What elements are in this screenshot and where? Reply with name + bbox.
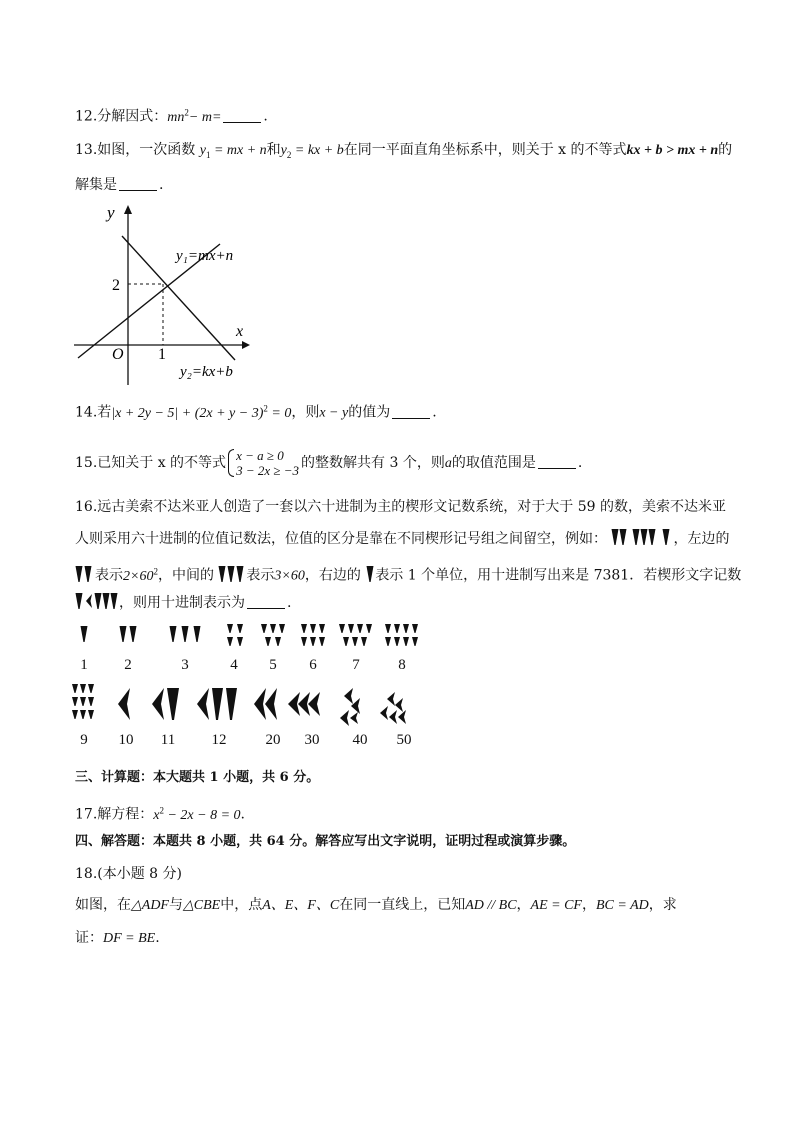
cuneiform-label: 1 <box>80 657 88 673</box>
question-14: 14.若$|x + 2y - 5| + (2x + y - 3)^2 = 0$，则x − y的值为 . <box>75 403 437 421</box>
question-18-line-1: 如图，在△ADF与△CBE中，点A、E、F、C在同一直线上，已知AD // BC，AE = CF，BC = AD，求 <box>75 897 677 913</box>
cuneiform-2-icon <box>120 626 137 642</box>
cuneiform-label: 20 <box>265 732 281 748</box>
cuneiform-label: 8 <box>398 657 406 673</box>
x-axis-arrow-icon <box>242 341 250 349</box>
question-15: 15.已知关于 x 的不等式 x − a ≥ 0 3 − 2x ≥ −3 的整数解共有 3 个，则a的取值范围是 . <box>75 448 583 478</box>
cuneiform-12-icon <box>197 688 237 720</box>
x-axis-label: x <box>236 323 244 340</box>
cuneiform-label: 9 <box>80 732 88 748</box>
cuneiform-label: 30 <box>304 732 320 748</box>
cuneiform-40-icon <box>340 688 360 726</box>
question-13-line-2: 解集是 . <box>75 177 164 193</box>
cuneiform-6-icon <box>301 624 325 646</box>
q13-function-1: $y_1$ = mx + n <box>199 143 267 160</box>
cuneiform-two-icon <box>75 565 95 583</box>
cuneiform-label: 3 <box>181 657 189 673</box>
q14-equation: $|x + 2y - 5| + (2x + y - 3)^2 = 0$ <box>111 403 292 421</box>
q14-target: x − y <box>319 405 349 421</box>
cuneiform-label: 11 <box>160 732 176 748</box>
origin-label: O <box>112 346 124 363</box>
cuneiform-30-icon <box>288 692 320 716</box>
cuneiform-label: 5 <box>269 657 277 673</box>
answer-blank-12[interactable] <box>223 108 261 123</box>
q13-inequality: kx + b > mx + n <box>626 143 719 158</box>
tick-label-x: 1 <box>158 346 166 363</box>
cuneiform-label: 40 <box>352 732 368 748</box>
cuneiform-label: 7 <box>352 657 360 673</box>
section-3-heading: 三、计算题：本大题共 1 小题，共 6 分。 <box>75 770 320 785</box>
question-18-line-2: 证：DF = BE. <box>75 930 160 946</box>
question-16-line-4: ，则用十进制表示为 . <box>75 592 291 614</box>
label-y1: y₁=mx+n <box>176 248 234 264</box>
q13-function-2: $y_2$ = kx + b <box>280 143 344 160</box>
tick-label-y: 2 <box>112 277 120 294</box>
cuneiform-11-icon <box>152 688 179 720</box>
question-16-line-1: 16.远古美索不达米亚人创造了一套以六十进制为主的楔形文记数系统，对于大于 59 的数，美索不达米亚 <box>75 499 726 515</box>
linear-functions-graph <box>70 200 260 385</box>
answer-blank-14[interactable] <box>392 404 430 419</box>
q12-expression: $mn^2- m=$ <box>167 107 222 125</box>
cuneiform-1-icon <box>81 626 88 642</box>
cuneiform-10-icon <box>118 688 130 720</box>
answer-blank-15[interactable] <box>538 454 576 469</box>
q15-variable: a <box>444 456 452 471</box>
cuneiform-label: 2 <box>124 657 132 673</box>
cuneiform-4-icon <box>227 624 243 646</box>
question-18-heading: 18.(本小题 8 分) <box>75 866 182 882</box>
q15-inequality-system: x − a ≥ 0 3 − 2x ≥ −3 <box>228 448 299 478</box>
label-y2: y₂=kx+b <box>180 364 233 380</box>
cuneiform-query-icon <box>75 592 119 610</box>
answer-blank-16[interactable] <box>247 594 285 609</box>
question-12: 12.分解因式：$mn^2- m=$ . <box>75 107 268 125</box>
cuneiform-3-icon <box>170 626 201 642</box>
cuneiform-20-icon <box>254 688 277 720</box>
question-16-line-2: 人则采用六十进制的位值记数法，位值的区分是靠在不同楔形记号组之间留空，例如： ，左边的 <box>75 528 729 550</box>
cuneiform-5-icon <box>261 624 285 646</box>
q17-equation: $x^2 - 2x - 8 = 0$ <box>153 805 241 823</box>
cuneiform-table-row-2 <box>60 680 430 732</box>
cuneiform-label: 10 <box>118 732 134 748</box>
cuneiform-label: 4 <box>230 657 238 673</box>
cuneiform-table-row-1 <box>60 620 430 660</box>
y-axis-label: y <box>107 203 115 222</box>
cuneiform-label: 12 <box>211 732 227 748</box>
cuneiform-label: 50 <box>396 732 412 748</box>
answer-blank-13[interactable] <box>119 176 157 191</box>
cuneiform-50-icon <box>380 692 406 724</box>
section-4-heading: 四、解答题：本题共 8 小题，共 64 分。解答应写出文字说明，证明过程或演算步骤。 <box>75 834 576 849</box>
cuneiform-label: 6 <box>309 657 317 673</box>
cuneiform-one-icon <box>365 565 375 583</box>
cuneiform-9-icon <box>72 684 94 719</box>
cuneiform-three-icon <box>218 565 246 583</box>
cuneiform-8-icon <box>385 624 418 646</box>
question-13-line-1: 13.如图，一次函数 $y_1$ = mx + n和$y_2$ = kx + b在同一平面直角坐标系中，则关于 x 的不等式kx + b > mx + n的 <box>75 142 733 160</box>
question-16-line-3: 表示$2\times 60^2$，中间的 表示3×60，右边的 表示 1 个单位，用十进制写出来是 7381．若楔形文字记数 <box>75 560 741 588</box>
cuneiform-7-icon <box>339 624 372 646</box>
cuneiform-example-7381-icon <box>611 528 673 546</box>
question-17: 17.解方程：$x^2 - 2x - 8 = 0$. <box>75 805 245 823</box>
y-axis-arrow-icon <box>124 205 132 214</box>
